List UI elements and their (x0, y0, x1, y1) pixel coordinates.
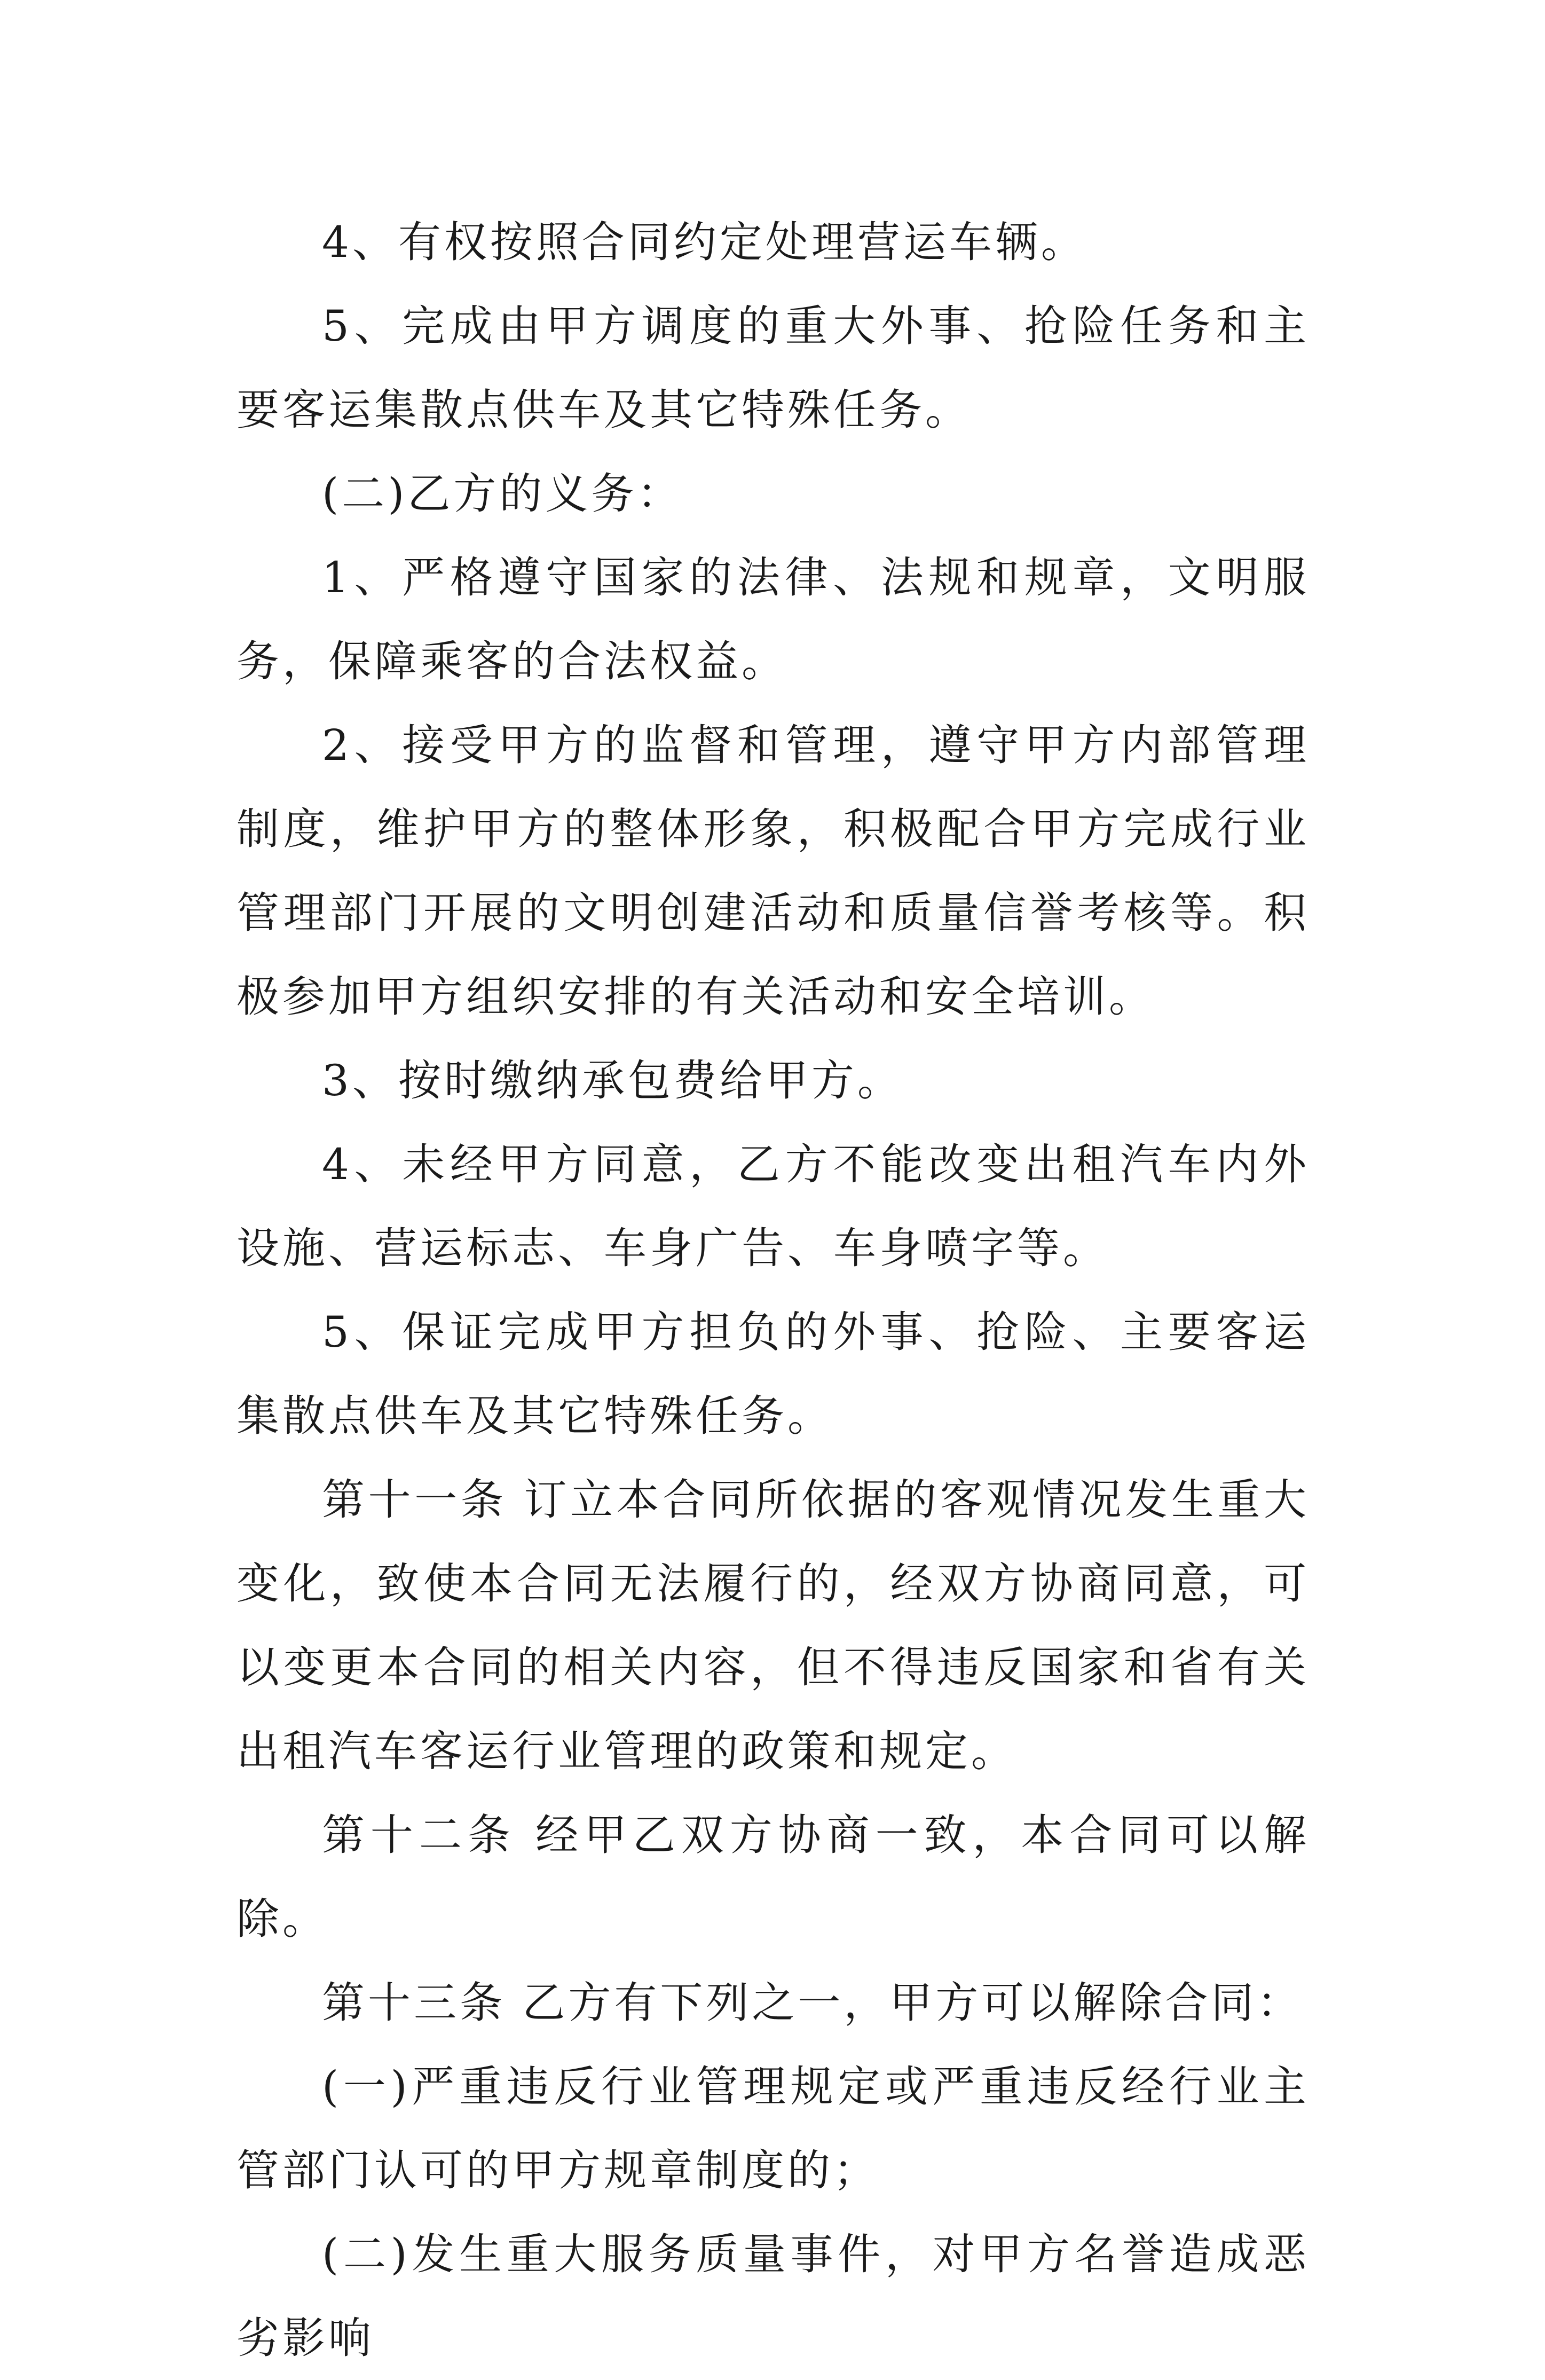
paragraph: 第十二条 经甲乙双方协商一致，本合同可以解除。 (237, 1810, 1310, 1944)
paragraph: 4、有权按照合同约定处理营运车辆。 (322, 217, 1087, 267)
paragraph: (二)乙方的义务： (322, 469, 683, 519)
document-body (237, 200, 1310, 2380)
paragraph: 第十一条 订立本合同所依据的客观情况发生重大变化，致使本合同无法履行的，经双方协商同意，可以变更本合同的相关内容，但不得违反国家和省有关出租汽车客运行业管理的政策和规定。 (237, 1475, 1310, 1776)
paragraph: (一)严重违反行业管理规定或严重违反经行业主管部门认可的甲方规章制度的； (237, 2062, 1310, 2195)
paragraph: 3、按时缴纳承包费给甲方。 (322, 1056, 903, 1105)
paragraph: 5、保证完成甲方担负的外事、抢险、主要客运集散点供车及其它特殊任务。 (237, 1307, 1310, 1441)
paragraph: (二)发生重大服务质量事件，对甲方名誉造成恶劣影响 (237, 2229, 1310, 2363)
paragraph: 2、接受甲方的监督和管理，遵守甲方内部管理制度，维护甲方的整体形象，积极配合甲方完成行业管理部门开展的文明创建活动和质量信誉考核等。积极参加甲方组织安排的有关活动和安全培训。 (237, 720, 1310, 1022)
paragraph: 第十三条 乙方有下列之一，甲方可以解除合同： (322, 1978, 1303, 2028)
paragraph: 5、完成由甲方调度的重大外事、抢险任务和主要客运集散点供车及其它特殊任务。 (237, 301, 1310, 435)
paragraph: 1、严格遵守国家的法律、法规和规章，文明服务，保障乘客的合法权益。 (237, 553, 1310, 686)
paragraph: 4、未经甲方同意，乙方不能改变出租汽车内外设施、营运标志、车身广告、车身喷字等。 (237, 1140, 1310, 1273)
